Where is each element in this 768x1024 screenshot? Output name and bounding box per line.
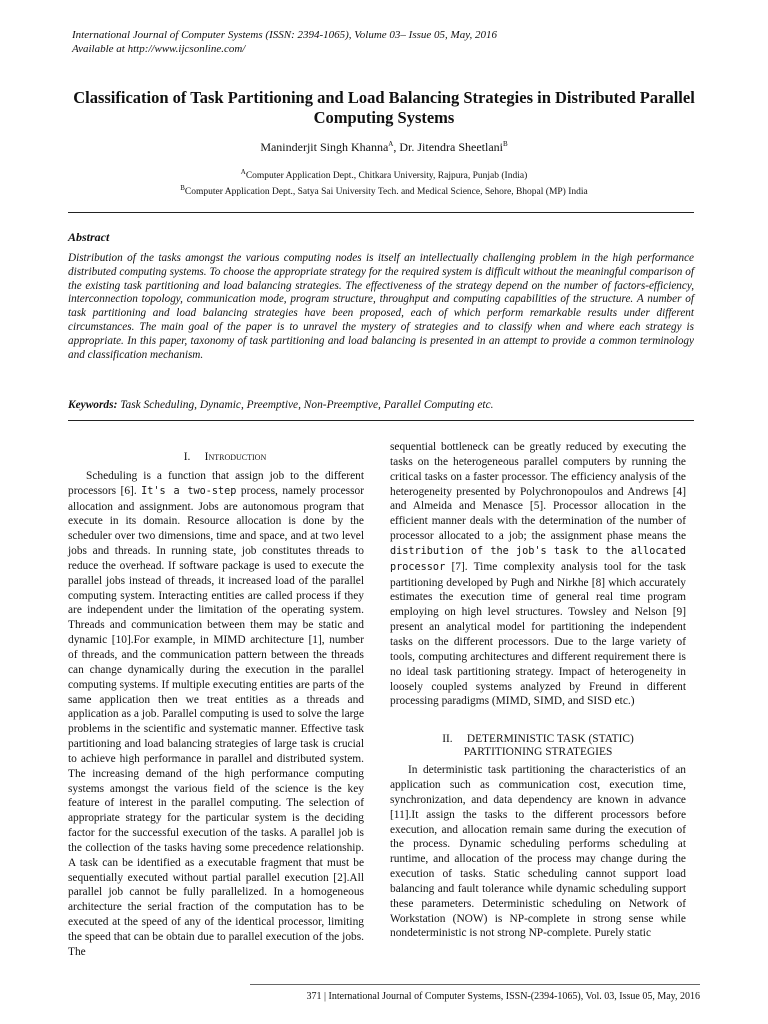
abstract-divider <box>68 420 694 421</box>
journal-header <box>72 28 712 56</box>
section-1-text-b: process, namely processor allocation and assignment. Jobs are autonomous program that execute in its domain. Resource allocation is done by the scheduler over two dimensions, time and space, and at two level jobs and threads. In running state, job constitutes threads to reduce the overhead. If software package is used to execute the parallel jobs instead of threads, it increased load of the parallel computing system. Interacting entities are called process if they are independent under the limitation of the operating system. Threads and communication between them may be static and dynamic [10].For example, in MIMD architecture [1], number of threads, and the communication pattern between the threads can change dynamically during the execution in the parallel computing systems. If multiple executing entities are parts of the same application then we treat entities as a threads and application as a job. Parallel computing is used to solve the large problems in the scientific and systematic manner. Effective task partitioning and load balancing strategies of large task is crucial to achieve high performance in parallel and distributed system. The increasing demand of the high performance computing systems amongst the various field of the science is the key feature of interest in the parallel computing. The selection of appropriate strategy for the particular system is the deciding factor for the successful execution of the tasks. A parallel job is the collection of the tasks having some precedence relationship. A task can be identified as a executable fragment that must be sequentially executed without partial parallel execution [2].All parallel job cannot be fully parallelized. In a homogeneous architecture the serial fraction of the computation has to be executed at the speed of any of the identical processor, limiting the speed that can be obtain due to parallel execution of the jobs. The <box>68 484 364 958</box>
section-2-number: II. <box>442 733 453 746</box>
right-text-mono: distribution of the job's task to the allocated processor <box>390 545 686 573</box>
section-1-number: I. <box>183 451 191 463</box>
keywords-label: Keywords: <box>68 399 118 411</box>
section-1-heading <box>68 450 364 465</box>
section-2-title-line1: DETERMINISTIC TASK (STATIC) <box>466 733 634 746</box>
author-1-sup: A <box>388 140 394 148</box>
affiliation-2 <box>60 182 708 198</box>
section-1-text-mono: It's a two-step <box>141 485 237 497</box>
affiliations <box>60 166 708 198</box>
affiliation-1-text: Computer Application Dept., Chitkara University, Rajpura, Punjab (India) <box>245 171 528 182</box>
author-2-sup: B <box>503 140 508 148</box>
affiliation-2-text: Computer Application Dept., Satya Sai University Tech. and Medical Science, Sehore, Bhopal (MP) India <box>184 187 588 198</box>
author-2: Dr. Jitendra Sheetlani <box>399 140 503 154</box>
section-1-text-a: Scheduling is a function that assign job to the different processors [6]. <box>68 469 364 497</box>
affiliation-2-sup: B <box>180 184 185 193</box>
affiliation-1 <box>60 166 708 182</box>
keywords-text: Task Scheduling, Dynamic, Preemptive, Non-Preemptive, Parallel Computing etc. <box>117 399 494 411</box>
author-1: Maninderjit Singh Khanna <box>260 140 389 154</box>
section-1-title: Introduction <box>204 451 267 463</box>
section-2-paragraph: In deterministic task partitioning the characteristics of an application such as communication cost, execution time, synchronization, and data dependency are known in advance [11].It assign the tasks to the different processors before execution, and allocation remain same during the execution of the process. Dynamic scheduling performs scheduling at runtime, and allocation of the process may change during the execution of tasks. Static scheduling cannot support load balancing and fault tolerance while dynamic scheduling support these parameters. Deterministic scheduling on Network of Workstation (NOW) is NP-complete in strong sense while nondeterministic is not strong NP-complete. Purely static <box>390 764 686 940</box>
journal-url: Available at http://www.ijcsonline.com/ <box>72 43 246 55</box>
section-2-heading <box>390 733 686 759</box>
section-2-title-line2: PARTITIONING STRATEGIES <box>463 746 613 759</box>
section-1-paragraph <box>68 469 364 960</box>
paper-title: Classification of Task Partitioning and Load Balancing Strategies in Distributed Parallel Computing Systems <box>73 88 695 127</box>
footer-divider <box>250 984 700 985</box>
affiliation-1-sup: A <box>240 168 246 176</box>
author-separator: , <box>393 140 400 154</box>
right-text-a: sequential bottleneck can be greatly reduced by executing the tasks on the heterogeneous parallel computers by running the critical tasks on a faster processor. The efficiency analysis of the heterogeneity presented by Polychronopoulos and Andrews [4] and Almeida and Menasce [5]. Processor allocation in the efficient manner deals with the determination of the number of processor allocated to a job; the assignment phase means the <box>390 441 686 543</box>
abstract-text: Distribution of the tasks amongst the various computing nodes is itself an intellectually challenging problem in the high performance distributed computing systems. To choose the appropriate strategy for the required system is difficult without the meaningful comparison of the existing task partitioning and load balancing strategies. The effectiveness of the strategy depend on the number of factors-efficiency, interconnection topology, communication mode, program structure, throughput and computing capabilities of the structure. A number of task partitioning and load balancing strategies have been proposed, each of which perform remarkable results under different circumstances. The main goal of the paper is to unravel the mystery of strategies and to classify when and where each strategy is appropriate. In this paper, taxonomy of task partitioning and load balancing is presented in an attempt to provide a common terminology and classification mechanism. <box>68 252 694 361</box>
header-divider <box>68 212 694 213</box>
abstract-heading: Abstract <box>68 230 110 244</box>
right-text-b: [7]. Time complexity analysis tool for the task partitioning developed by Pugh and Nirkhe [8] which accurately estimates the execution time of general real time program employing on high level structures. Towsley and Nelson [9] present an analytical model for partitioning the independent tasks on the different processors. Due to the large variety of tools, computing architectures and different requirement there is no ideal task partitioning strategy. Impact of heterogeneity in loosely coupled systems analyzed by Freund in different processing paradigms (MIMD, SIMD, and SISD etc.) <box>390 560 686 708</box>
left-column <box>68 440 364 960</box>
journal-citation: International Journal of Computer Systems (ISSN: 2394-1065), Volume 03– Issue 05, May, 2016 <box>72 29 497 41</box>
page-footer: 371 | International Journal of Computer Systems, ISSN-(2394-1065), Vol. 03, Issue 05, May, 2016 <box>306 991 700 1002</box>
keywords <box>68 398 694 412</box>
author-line <box>60 137 708 155</box>
section-2-heading-line1 <box>390 733 686 746</box>
right-column <box>390 440 686 941</box>
right-column-paragraph <box>390 440 686 709</box>
